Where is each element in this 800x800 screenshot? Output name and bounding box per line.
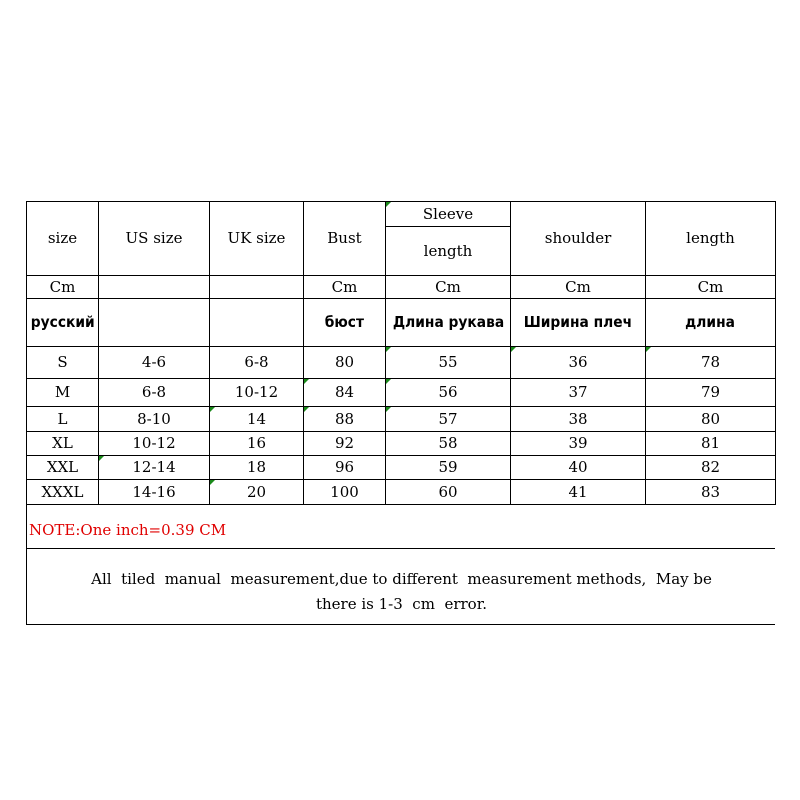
measurement-disclaimer: All tiled manual measurement,due to different measurement methods, May be there is 1-3 cm error.	[91, 570, 712, 613]
table-row	[27, 480, 776, 505]
russian-label: бюст	[324, 313, 365, 331]
russian-label: длина	[685, 313, 736, 331]
header-sleeve-top: Sleeve	[386, 202, 510, 227]
bust-cell: 84	[304, 379, 386, 407]
russian-cell	[27, 299, 99, 347]
us-size-cell: 10-12	[99, 432, 210, 456]
size-cell: S	[27, 347, 99, 379]
unit-cell	[99, 276, 210, 299]
us-size-cell: 12-14	[99, 456, 210, 480]
header-us-size: US size	[99, 202, 210, 276]
header-row	[27, 202, 776, 276]
unit-cell: Cm	[386, 276, 511, 299]
uk-size-cell: 20	[210, 480, 304, 505]
length-cell: 81	[646, 432, 776, 456]
russian-cell	[386, 299, 511, 347]
length-cell: 78	[646, 347, 776, 379]
bust-cell: 100	[304, 480, 386, 505]
length-cell: 80	[646, 407, 776, 432]
russian-row	[27, 299, 776, 347]
sleeve-cell: 59	[386, 456, 511, 480]
uk-size-cell: 10-12	[210, 379, 304, 407]
unit-cell: Cm	[304, 276, 386, 299]
russian-cell	[304, 299, 386, 347]
header-size: size	[27, 202, 99, 276]
bust-cell: 96	[304, 456, 386, 480]
size-cell: XXL	[27, 456, 99, 480]
sleeve-cell: 58	[386, 432, 511, 456]
bust-cell: 80	[304, 347, 386, 379]
header-bust: Bust	[304, 202, 386, 276]
table-row	[27, 379, 776, 407]
unit-cell: Cm	[646, 276, 776, 299]
uk-size-cell: 18	[210, 456, 304, 480]
table-row	[27, 347, 776, 379]
sleeve-cell: 56	[386, 379, 511, 407]
header-uk-size: UK size	[210, 202, 304, 276]
size-cell: XXXL	[27, 480, 99, 505]
shoulder-cell: 36	[511, 347, 646, 379]
length-cell: 82	[646, 456, 776, 480]
uk-size-cell: 14	[210, 407, 304, 432]
shoulder-cell: 38	[511, 407, 646, 432]
sleeve-cell: 57	[386, 407, 511, 432]
table-row	[27, 407, 776, 432]
russian-cell	[99, 299, 210, 347]
header-shoulder: shoulder	[511, 202, 646, 276]
unit-cell: Cm	[511, 276, 646, 299]
us-size-cell: 8-10	[99, 407, 210, 432]
russian-cell	[646, 299, 776, 347]
shoulder-cell: 37	[511, 379, 646, 407]
header-sleeve-bottom: length	[423, 242, 473, 260]
table-row	[27, 432, 776, 456]
note-box	[26, 505, 775, 549]
uk-size-cell: 16	[210, 432, 304, 456]
size-table	[26, 201, 776, 505]
length-cell: 79	[646, 379, 776, 407]
russian-cell	[511, 299, 646, 347]
russian-label: Ширина плеч	[523, 313, 633, 331]
size-cell: XL	[27, 432, 99, 456]
size-cell: L	[27, 407, 99, 432]
length-cell: 83	[646, 480, 776, 505]
sleeve-cell: 60	[386, 480, 511, 505]
size-chart	[26, 201, 775, 625]
header-sleeve-length	[386, 202, 511, 276]
shoulder-cell: 39	[511, 432, 646, 456]
unit-cell	[210, 276, 304, 299]
sleeve-cell: 55	[386, 347, 511, 379]
us-size-cell: 14-16	[99, 480, 210, 505]
units-row	[27, 276, 776, 299]
shoulder-cell: 40	[511, 456, 646, 480]
note-text: NOTE:One inch=0.39 CM	[29, 521, 227, 539]
us-size-cell: 6-8	[99, 379, 210, 407]
footer-box	[26, 549, 775, 625]
table-row	[27, 456, 776, 480]
bust-cell: 92	[304, 432, 386, 456]
uk-size-cell: 6-8	[210, 347, 304, 379]
header-length: length	[646, 202, 776, 276]
us-size-cell: 4-6	[99, 347, 210, 379]
size-cell: M	[27, 379, 99, 407]
russian-label: русский	[30, 313, 95, 331]
shoulder-cell: 41	[511, 480, 646, 505]
bust-cell: 88	[304, 407, 386, 432]
unit-cell: Cm	[27, 276, 99, 299]
russian-label: Длина рукава	[392, 313, 504, 331]
russian-cell	[210, 299, 304, 347]
